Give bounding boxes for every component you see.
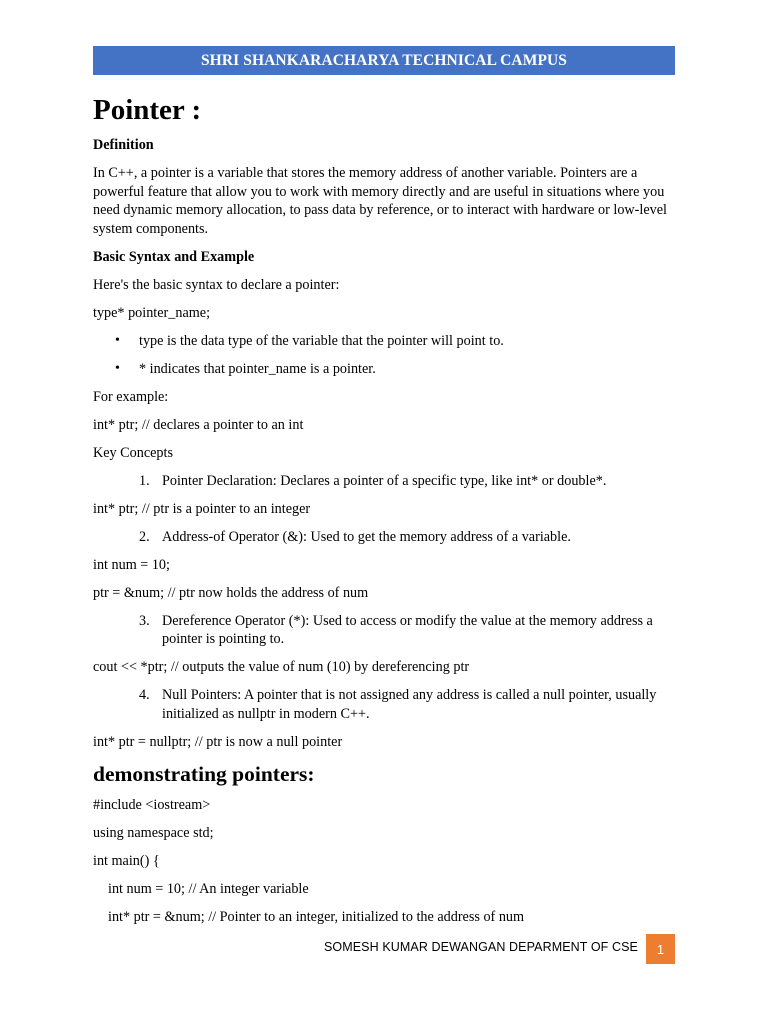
syntax-code: type* pointer_name; bbox=[93, 304, 211, 321]
definition-heading: Definition bbox=[93, 137, 154, 153]
document-body bbox=[93, 92, 675, 936]
page-title: Pointer : bbox=[93, 94, 202, 126]
campus-name: SHRI SHANKARACHARYA TECHNICAL CAMPUS bbox=[200, 51, 568, 69]
bullet-icon: • bbox=[115, 332, 120, 348]
syntax-heading: Basic Syntax and Example bbox=[93, 248, 255, 265]
concept-code: cout << *ptr; // outputs the value of num (10) by dereferencing ptr bbox=[93, 659, 470, 675]
syntax-bullet-list bbox=[93, 332, 675, 379]
concept-item: 2. Address-of Operator (&): Used to get the memory address of a variable. bbox=[139, 528, 571, 545]
concept-code: ptr = &num; // ptr now holds the address of num bbox=[93, 584, 369, 601]
concept-item: 1. Pointer Declaration: Declares a pointer of a specific type, like int* or double*. bbox=[139, 472, 607, 489]
code-line: #include <iostream> bbox=[93, 796, 211, 813]
page-number-badge bbox=[646, 934, 675, 964]
header-banner bbox=[93, 46, 675, 75]
code-line: int num = 10; // An integer variable bbox=[108, 880, 309, 897]
concept-item: 4. Null Pointers: A pointer that is not assigned any address is called a null pointer, usually initialized as nullptr in modern C++. bbox=[139, 687, 657, 722]
list-item: • type is the data type of the variable that the pointer will point to. bbox=[115, 332, 504, 349]
concept-item: 3. Dereference Operator (*): Used to access or modify the value at the memory address a pointer is pointing to. bbox=[139, 612, 653, 647]
page-number: 1 bbox=[656, 941, 665, 957]
example-code: int* ptr; // declares a pointer to an int bbox=[93, 416, 304, 433]
code-line: int* ptr = &num; // Pointer to an integer, initialized to the address of num bbox=[108, 908, 525, 925]
list-item: • * indicates that pointer_name is a pointer. bbox=[115, 360, 376, 377]
concept-code: int* ptr; // ptr is a pointer to an integer bbox=[93, 500, 311, 517]
footer-author: SOMESH KUMAR DEWANGAN DEPARMENT OF CSE bbox=[323, 940, 638, 954]
concept-code: int num = 10; bbox=[93, 556, 170, 573]
key-concepts-label: Key Concepts bbox=[93, 444, 173, 461]
definition-paragraph: In C++, a pointer is a variable that stores the memory address of another variable. Pointers are a powerful feature that allow you to work with memory directly and are useful in situations where you need dynamic memory allocation, to pass data by reference, or to interact with hardware or low-level system components. bbox=[93, 165, 667, 237]
bullet-icon: • bbox=[115, 360, 120, 376]
syntax-intro: Here's the basic syntax to declare a pointer: bbox=[93, 276, 340, 293]
for-example-label: For example: bbox=[93, 388, 169, 405]
demo-heading: demonstrating pointers: bbox=[93, 761, 315, 786]
code-line: using namespace std; bbox=[93, 824, 214, 841]
code-line: int main() { bbox=[93, 852, 160, 869]
concept-code: int* ptr = nullptr; // ptr is now a null pointer bbox=[93, 733, 343, 750]
